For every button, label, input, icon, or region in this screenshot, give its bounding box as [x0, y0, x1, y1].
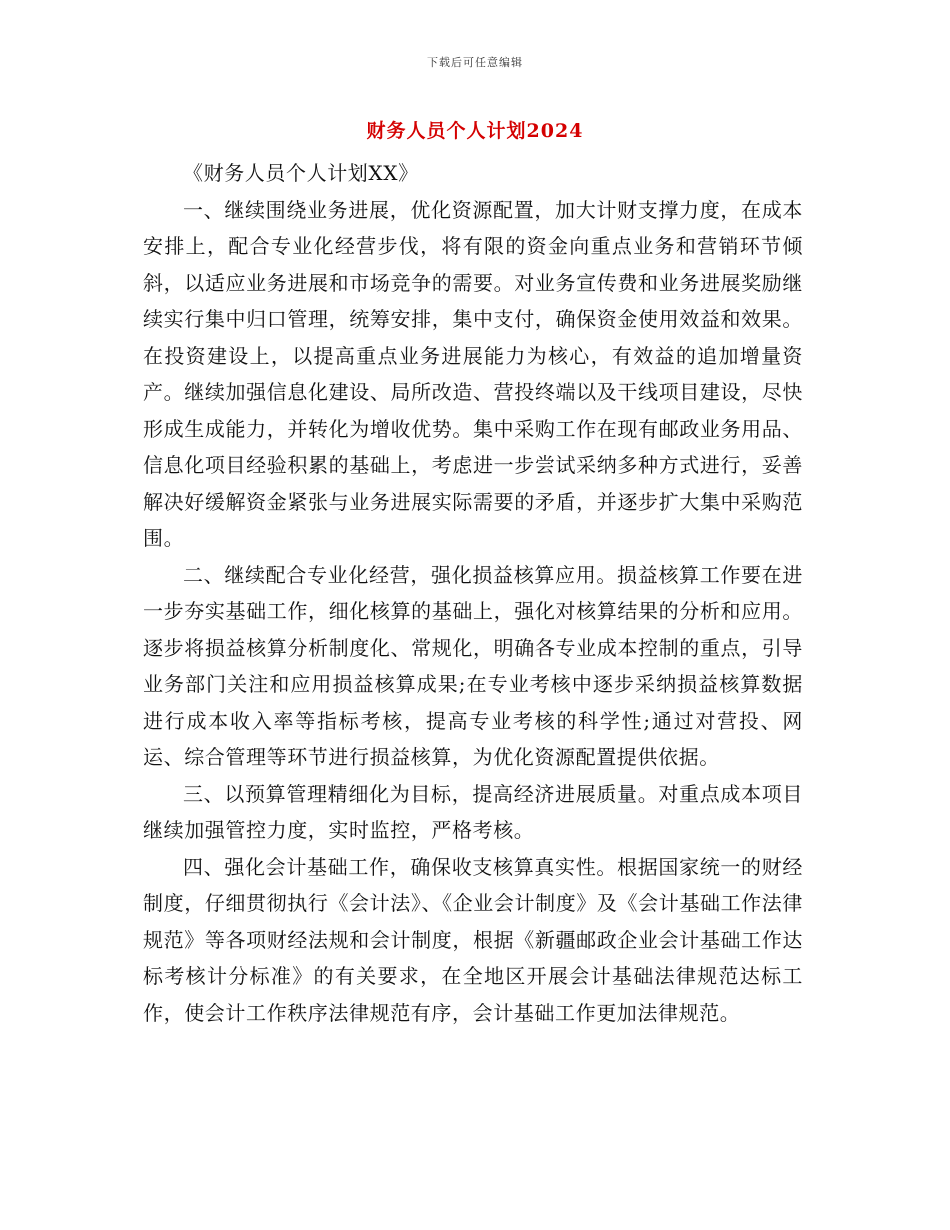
paragraph-section-2: 二、继续配合专业化经营，强化损益核算应用。损益核算工作要在进一步夯实基础工作，细化核算的基础上，强化对核算结果的分析和应用。逐步将损益核算分析制度化、常规化，明确各专业成本控制的重点，引导业务部门关注和应用损益核算成果;在专业考核中逐步采纳损益核算数据进行成本收入率等指标考核，提高专业考核的科学性;通过对营投、网运、综合管理等环节进行损益核算，为优化资源配置提供依据。 — [143, 562, 803, 769]
paragraph-section-1: 一、继续围绕业务进展，优化资源配置，加大计财支撑力度，在成本安排上，配合专业化经营步伐，将有限的资金向重点业务和营销环节倾斜，以适应业务进展和市场竞争的需要。对业务宣传费和业务进展奖励继续实行集中归口管理，统筹安排，集中支付，确保资金使用效益和效果。在投资建设上，以提高重点业务进展能力为核心，有效益的追加增量资产。继续加强信息化建设、局所改造、营投终端以及干线项目建设，尽快形成生成能力，并转化为增收优势。集中采购工作在现有邮政业务用品、信息化项目经验积累的基础上，考虑进一步尝试采纳多种方式进行，妥善解决好缓解资金紧张与业务进展实际需要的矛盾，并逐步扩大集中采购范围。 — [143, 197, 803, 550]
document-body — [143, 155, 803, 1031]
paragraph-subtitle: 《财务人员个人计划XX》 — [183, 161, 419, 185]
document-title: 财务人员个人计划2024 — [366, 120, 584, 142]
header-note: 下载后可任意编辑 — [427, 56, 523, 69]
paragraph-section-4: 四、强化会计基础工作，确保收支核算真实性。根据国家统一的财经制度，仔细贯彻执行《会计法》、《企业会计制度》及《会计基础工作法律规范》等各项财经法规和会计制度，根据《新疆邮政企业会计基础工作达标考核计分标准》的有关要求，在全地区开展会计基础法律规范达标工作，使会计工作秩序法律规范有序，会计基础工作更加法律规范。 — [143, 854, 803, 1025]
paragraph-section-3: 三、以预算管理精细化为目标，提高经济进展质量。对重点成本项目继续加强管控力度，实时监控，严格考核。 — [143, 781, 803, 842]
